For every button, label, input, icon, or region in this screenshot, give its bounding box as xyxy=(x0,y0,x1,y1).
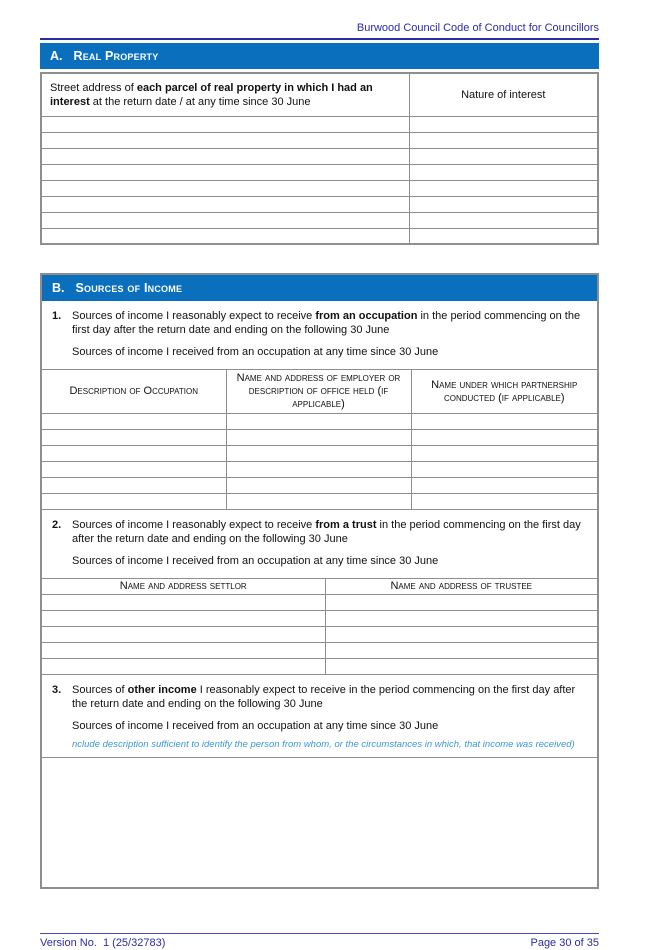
item-3-paragraph xyxy=(72,683,587,711)
section-a-header-bar xyxy=(40,43,599,69)
item-3 xyxy=(42,675,597,751)
item-3-bold-text: other income xyxy=(127,684,197,696)
empty-entry-cell[interactable] xyxy=(42,611,325,627)
item-3-paragraph-2: Sources of income I received from an occupation at any time since 30 June xyxy=(72,720,439,732)
footer-page-number: Page 30 of 35 xyxy=(530,937,599,949)
empty-entry-cell[interactable] xyxy=(226,478,411,494)
trust-table-header-row xyxy=(42,579,597,595)
item-3-number: 3. xyxy=(52,684,62,696)
empty-entry-cell[interactable] xyxy=(409,196,598,212)
footer-version-number: Version No. 1 (25/32783) xyxy=(40,937,166,949)
empty-entry-cell[interactable] xyxy=(226,494,411,510)
item-2-bold-text: from a trust xyxy=(315,519,377,531)
item-1 xyxy=(42,301,597,359)
empty-entry-cell[interactable] xyxy=(41,164,409,180)
section-b-title: Sources of Income xyxy=(75,281,183,295)
occupation-table-header-row xyxy=(42,370,597,414)
address-header-text: Street address of xyxy=(50,81,137,94)
empty-table-row xyxy=(42,627,597,643)
empty-entry-cell[interactable] xyxy=(409,132,598,148)
empty-entry-cell[interactable] xyxy=(41,212,409,228)
section-a-number: A. xyxy=(50,49,63,63)
empty-entry-cell[interactable] xyxy=(411,446,597,462)
empty-table-row xyxy=(42,659,597,675)
empty-table-row xyxy=(42,446,597,462)
empty-table-row xyxy=(42,494,597,510)
item-2-number: 2. xyxy=(52,519,62,531)
page-footer xyxy=(40,933,599,949)
real-property-table xyxy=(40,72,599,245)
empty-entry-cell[interactable] xyxy=(42,659,325,675)
employer-name-address-header-cell: Name and address of employer or description of office held (if applicable) xyxy=(226,370,411,414)
empty-entry-cell[interactable] xyxy=(42,430,226,446)
empty-entry-cell[interactable] xyxy=(411,430,597,446)
empty-table-row xyxy=(41,228,598,244)
empty-entry-cell[interactable] xyxy=(42,627,325,643)
partnership-name-header-cell: Name under which partnership conducted (if applicable) xyxy=(411,370,597,414)
item-1-number: 1. xyxy=(52,310,62,322)
empty-table-row xyxy=(41,116,598,132)
trust-income-table xyxy=(42,578,597,675)
empty-entry-cell[interactable] xyxy=(411,494,597,510)
nature-of-interest-header-cell: Nature of interest xyxy=(409,73,598,116)
empty-entry-cell[interactable] xyxy=(41,132,409,148)
empty-entry-cell[interactable] xyxy=(42,494,226,510)
empty-entry-cell[interactable] xyxy=(42,595,325,611)
description-of-occupation-header-cell: Description of Occupation xyxy=(42,370,226,414)
other-income-description-note: nclude description sufficient to identify the person from whom, or the circumstances in which, that income was received) xyxy=(72,739,575,750)
empty-table-row xyxy=(42,462,597,478)
item-1-text-post: in the period commencing on the first day after the return date and ending on the following 30 June xyxy=(72,310,581,336)
item-1-paragraph xyxy=(72,309,587,337)
address-header-text-post: at the return date / at any time since 30 June xyxy=(89,95,311,108)
empty-entry-cell[interactable] xyxy=(409,148,598,164)
address-header-bold-text: each parcel of real property in which I had an interest xyxy=(50,81,373,108)
occupation-income-table xyxy=(42,369,597,510)
empty-entry-cell[interactable] xyxy=(42,462,226,478)
item-3-text-post: I reasonably expect to receive in the period commencing on the first day after the return date and ending on the following 30 June xyxy=(72,684,576,710)
trustee-name-address-header-cell: Name and address of trustee xyxy=(325,579,597,595)
empty-table-row xyxy=(41,180,598,196)
empty-entry-cell[interactable] xyxy=(41,228,409,244)
empty-table-row xyxy=(41,164,598,180)
item-2-paragraph xyxy=(72,518,587,546)
empty-entry-cell[interactable] xyxy=(409,212,598,228)
empty-table-row xyxy=(41,196,598,212)
empty-entry-cell[interactable] xyxy=(325,643,597,659)
item-2-text: Sources of income I reasonably expect to receive xyxy=(72,519,316,531)
empty-entry-cell[interactable] xyxy=(42,478,226,494)
real-property-header-row xyxy=(41,73,598,116)
empty-table-row xyxy=(42,595,597,611)
street-address-header-cell xyxy=(41,73,409,116)
empty-entry-cell[interactable] xyxy=(409,116,598,132)
empty-table-row xyxy=(42,430,597,446)
other-income-entry-box[interactable] xyxy=(42,757,597,887)
empty-entry-cell[interactable] xyxy=(42,414,226,430)
section-b-number: B. xyxy=(52,281,65,295)
empty-entry-cell[interactable] xyxy=(325,627,597,643)
settlor-name-address-header-cell: Name and address settlor xyxy=(42,579,325,595)
empty-entry-cell[interactable] xyxy=(226,446,411,462)
empty-entry-cell[interactable] xyxy=(325,659,597,675)
page-header-title: Burwood Council Code of Conduct for Councillors xyxy=(40,0,599,40)
empty-table-row xyxy=(42,478,597,494)
empty-entry-cell[interactable] xyxy=(226,462,411,478)
section-a-title: Real Property xyxy=(73,49,159,63)
item-3-text: Sources of xyxy=(72,684,128,696)
item-2 xyxy=(42,510,597,568)
empty-entry-cell[interactable] xyxy=(226,430,411,446)
empty-entry-cell[interactable] xyxy=(41,196,409,212)
empty-entry-cell[interactable] xyxy=(325,611,597,627)
empty-table-row xyxy=(42,611,597,627)
item-1-paragraph-2: Sources of income I received from an occupation at any time since 30 June xyxy=(72,346,439,358)
page-content xyxy=(40,0,599,889)
empty-entry-cell[interactable] xyxy=(41,116,409,132)
section-b-header-bar xyxy=(42,275,597,301)
item-2-text-post: in the period commencing on the first day after the return date and ending on the following 30 June xyxy=(72,519,581,545)
empty-entry-cell[interactable] xyxy=(325,595,597,611)
empty-entry-cell[interactable] xyxy=(409,180,598,196)
empty-entry-cell[interactable] xyxy=(411,462,597,478)
empty-entry-cell[interactable] xyxy=(409,164,598,180)
empty-entry-cell[interactable] xyxy=(409,228,598,244)
empty-entry-cell[interactable] xyxy=(41,148,409,164)
empty-table-row xyxy=(41,148,598,164)
item-1-bold-text: from an occupation xyxy=(315,310,418,322)
empty-entry-cell[interactable] xyxy=(42,643,325,659)
item-1-text: Sources of income I reasonably expect to receive xyxy=(72,310,316,322)
empty-table-row xyxy=(41,132,598,148)
empty-table-row xyxy=(41,212,598,228)
empty-table-row xyxy=(42,414,597,430)
empty-entry-cell[interactable] xyxy=(411,478,597,494)
empty-entry-cell[interactable] xyxy=(42,446,226,462)
section-b-box xyxy=(40,273,599,889)
empty-entry-cell[interactable] xyxy=(226,414,411,430)
empty-entry-cell[interactable] xyxy=(41,180,409,196)
item-2-paragraph-2: Sources of income I received from an occupation at any time since 30 June xyxy=(72,555,439,567)
empty-table-row xyxy=(42,643,597,659)
empty-entry-cell[interactable] xyxy=(411,414,597,430)
